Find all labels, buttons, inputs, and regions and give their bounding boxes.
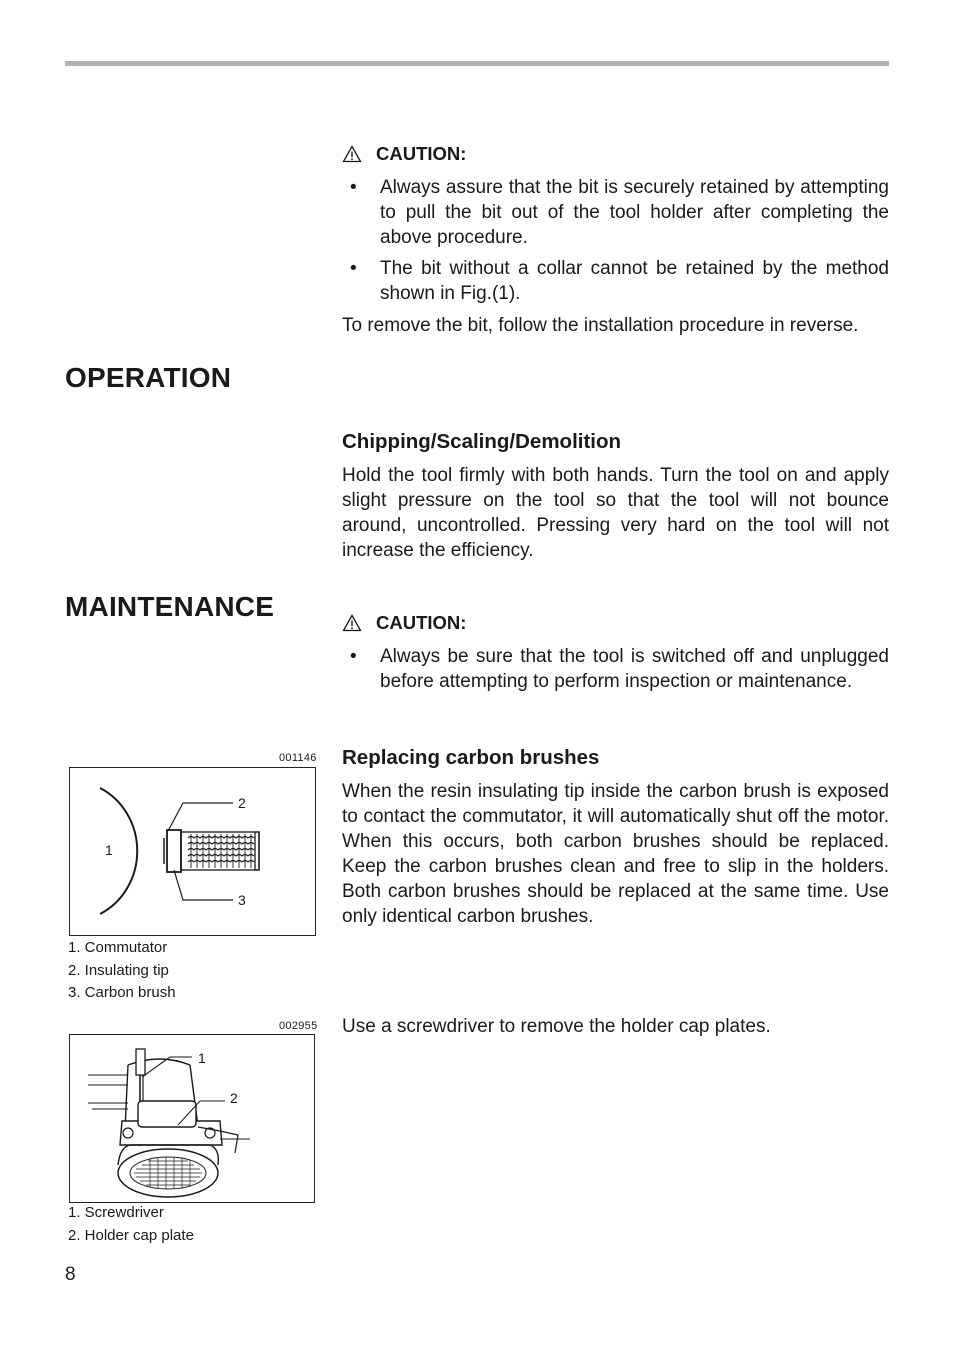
- carbon-brush-body: When the resin insulating tip inside the carbon brush is exposed to contact the commutator, it will automatically shut off the motor. When this occurs, both carbon brushes should be replaced. Keep the carbon brushes clean and free to slip in the holders. Both carbon brushes should be replaced at the same time. Use only identical carbon brushes.: [342, 781, 889, 927]
- holder-cap-figure: [69, 1034, 315, 1203]
- header-rule: [65, 61, 889, 66]
- remove-bit-note: To remove the bit, follow the installation procedure in reverse.: [342, 315, 859, 336]
- carbon-brush-figure: [69, 767, 316, 936]
- caption-item: 2. Insulating tip: [68, 961, 169, 979]
- maintenance-heading: MAINTENANCE: [65, 591, 275, 622]
- caption-item: 1. Commutator: [68, 939, 168, 956]
- caution-bullet: [342, 644, 889, 694]
- caution-label: CAUTION:: [376, 143, 467, 164]
- warning-triangle-icon: [342, 145, 362, 163]
- label-screwdriver: 1: [198, 1050, 206, 1066]
- bullet-text: The bit without a collar cannot be retained by the method shown in Fig.(1).: [380, 258, 889, 304]
- caption-item: 1. Screwdriver: [68, 1204, 164, 1221]
- caution-heading: [342, 612, 889, 634]
- holder-cap-diagram: [70, 1035, 314, 1202]
- caution-block: [342, 143, 889, 338]
- caution-block: [342, 612, 889, 694]
- bullet-text: Always be sure that the tool is switched off and unplugged before attempting to perform inspection or maintenance.: [380, 646, 889, 692]
- label-insulating-tip: 2: [238, 795, 246, 811]
- figure-code: 002955: [279, 1020, 318, 1032]
- caution-bullet: [342, 175, 889, 250]
- warning-triangle-icon: [342, 614, 362, 632]
- operation-heading: OPERATION: [65, 362, 232, 393]
- label-holder-cap-plate: 2: [230, 1090, 238, 1106]
- chipping-body: Hold the tool firmly with both hands. Turn the tool on and apply slight pressure on the tool so that the tool will not bounce around, uncontrolled. Pressing very hard on the tool will not increase the efficiency.: [342, 465, 889, 561]
- bullet-marker: •: [350, 646, 357, 667]
- caution-bullet: [342, 256, 889, 306]
- figure2-captions: [68, 1202, 194, 1247]
- carbon-brush-section: [342, 746, 889, 929]
- figure1-captions: [68, 937, 176, 1005]
- label-commutator: 1: [105, 842, 113, 858]
- caption-item: 2. Holder cap plate: [68, 1226, 194, 1244]
- bullet-marker: •: [350, 258, 357, 279]
- chipping-subheading: Chipping/Scaling/Demolition: [342, 430, 622, 453]
- label-carbon-brush: 3: [238, 892, 246, 908]
- caption-item: 3. Carbon brush: [68, 984, 176, 1001]
- page-number: 8: [65, 1264, 76, 1285]
- carbon-brush-diagram: [70, 768, 315, 935]
- screwdriver-note: Use a screwdriver to remove the holder cap plates.: [342, 1016, 771, 1037]
- caution-heading: [342, 143, 889, 165]
- carbon-brush-subheading: Replacing carbon brushes: [342, 746, 600, 769]
- caution-label: CAUTION:: [376, 612, 467, 633]
- bullet-marker: •: [350, 177, 357, 198]
- operation-section: [342, 430, 889, 563]
- figure-code: 001146: [279, 752, 317, 764]
- bullet-text: Always assure that the bit is securely retained by attempting to pull the bit out of the tool holder after completing the above procedure.: [380, 177, 889, 248]
